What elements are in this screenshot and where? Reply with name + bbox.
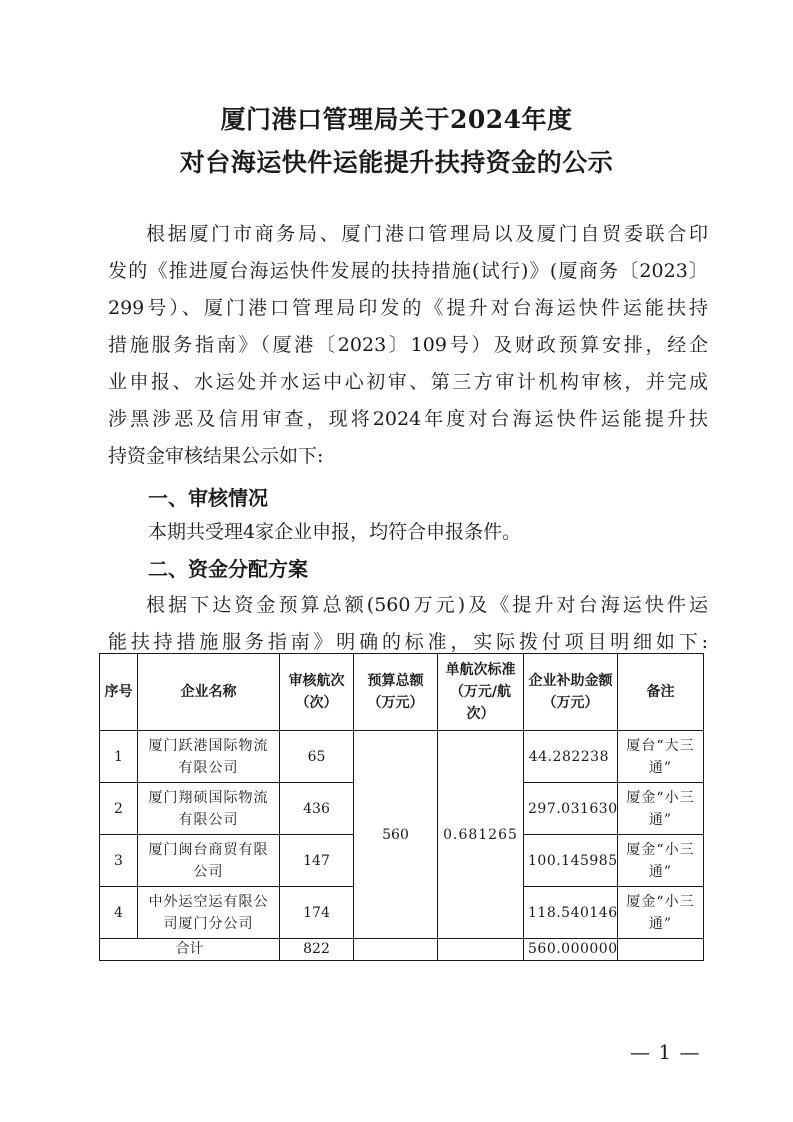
intro-line-3: 299号）、厦门港口管理局印发的《提升对台海运快件运能扶持 bbox=[108, 297, 708, 319]
total-voyages: 822 bbox=[280, 939, 354, 961]
header-voyages: 审核航次（次） bbox=[280, 654, 354, 731]
cell-remark: 厦台“大三通” bbox=[618, 731, 704, 783]
intro-line-6: 涉黑涉恶及信用审查，现将2024年度对台海运快件运能提升扶 bbox=[108, 408, 708, 430]
intro-line-7: 持资金审核结果公示如下: bbox=[108, 445, 324, 467]
section-2-heading: 二、资金分配方案 bbox=[148, 557, 308, 581]
cell-voyages: 65 bbox=[280, 731, 354, 783]
cell-company: 厦门翔硕国际物流有限公司 bbox=[138, 783, 280, 835]
total-label: 合计 bbox=[100, 939, 280, 961]
cell-subsidy: 100.145985 bbox=[524, 835, 618, 887]
header-rate: 单航次标准（万元/航次） bbox=[438, 654, 524, 731]
cell-subsidy: 44.282238 bbox=[524, 731, 618, 783]
cell-remark: 厦金“小三通” bbox=[618, 887, 704, 939]
header-budget: 预算总额（万元） bbox=[354, 654, 438, 731]
section-2-paragraph bbox=[108, 587, 708, 661]
section-2-line-2: 能扶持措施服务指南》明确的标准，实际拨付项目明细如下: bbox=[108, 631, 708, 653]
table-header-row bbox=[100, 654, 704, 731]
intro-line-5: 业申报、水运处并水运中心初审、第三方审计机构审核，并完成 bbox=[108, 371, 708, 393]
header-remark: 备注 bbox=[618, 654, 704, 731]
table-total-row bbox=[100, 939, 704, 961]
section-1-text: 本期共受理4家企业申报，均符合申报条件。 bbox=[148, 521, 522, 543]
cell-budget-total: 560 bbox=[354, 731, 438, 939]
cell-subsidy: 297.031630 bbox=[524, 783, 618, 835]
cell-remark: 厦金“小三通” bbox=[618, 835, 704, 887]
cell-seq: 3 bbox=[100, 835, 138, 887]
cell-voyages: 436 bbox=[280, 783, 354, 835]
intro-line-1: 根据厦门市商务局、厦门港口管理局以及厦门自贸委联合印 bbox=[146, 223, 708, 245]
total-subsidy: 560.000000 bbox=[524, 939, 618, 961]
total-remark-empty bbox=[618, 939, 704, 961]
cell-seq: 1 bbox=[100, 731, 138, 783]
cell-voyages: 147 bbox=[280, 835, 354, 887]
header-seq: 序号 bbox=[100, 654, 138, 731]
cell-subsidy: 118.540146 bbox=[524, 887, 618, 939]
cell-seq: 2 bbox=[100, 783, 138, 835]
cell-voyages: 174 bbox=[280, 887, 354, 939]
document-title-line-2: 对台海运快件运能提升扶持资金的公示 bbox=[179, 148, 614, 177]
total-budget-empty bbox=[354, 939, 438, 961]
section-1-heading: 一、审核情况 bbox=[148, 486, 268, 510]
page-number: — 1 — bbox=[630, 1040, 701, 1064]
cell-remark: 厦金“小三通” bbox=[618, 783, 704, 835]
intro-line-2: 发的《推进厦台海运快件发展的扶持措施(试行)》(厦商务〔2023〕 bbox=[108, 260, 708, 282]
cell-company: 厦门跃港国际物流有限公司 bbox=[138, 731, 280, 783]
intro-line-4: 措施服务指南》（厦港〔2023〕109号）及财政预算安排，经企 bbox=[108, 334, 708, 356]
intro-paragraph bbox=[108, 216, 708, 475]
cell-seq: 4 bbox=[100, 887, 138, 939]
table-row bbox=[100, 731, 704, 783]
header-company: 企业名称 bbox=[138, 654, 280, 731]
total-rate-empty bbox=[438, 939, 524, 961]
cell-company: 厦门闽台商贸有限公司 bbox=[138, 835, 280, 887]
header-subsidy: 企业补助金额（万元） bbox=[524, 654, 618, 731]
cell-rate: 0.681265 bbox=[438, 731, 524, 939]
document-title-line-1: 厦门港口管理局关于2024年度 bbox=[220, 105, 573, 134]
section-2-line-1: 根据下达资金预算总额(560万元)及《提升对台海运快件运 bbox=[146, 594, 708, 616]
allocation-table bbox=[99, 653, 704, 961]
cell-company: 中外运空运有限公司厦门分公司 bbox=[138, 887, 280, 939]
